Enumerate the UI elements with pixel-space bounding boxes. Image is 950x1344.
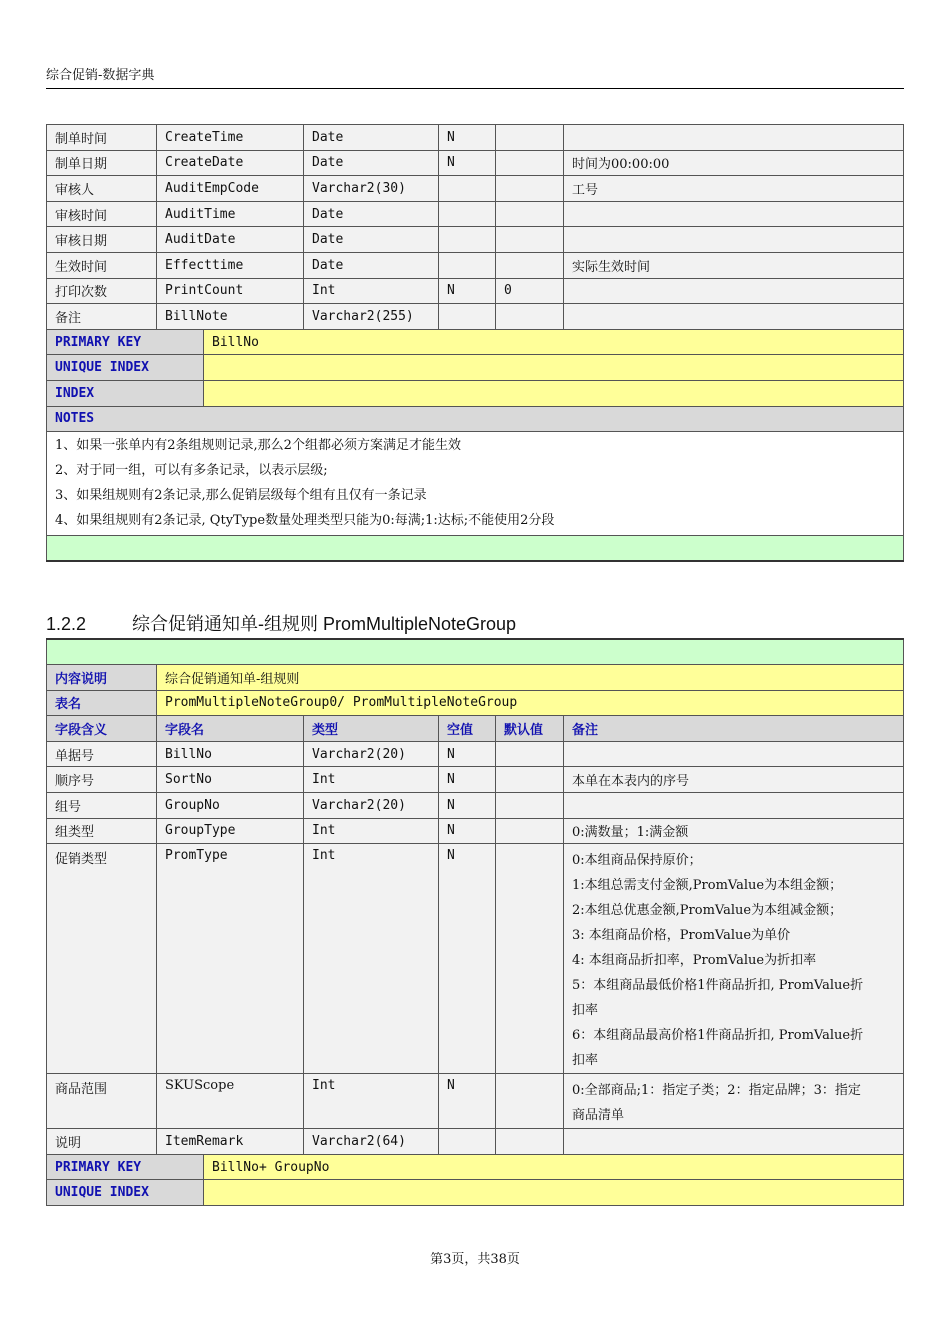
cell-type: Date — [304, 227, 439, 253]
notes-body-row — [47, 432, 904, 536]
table-row — [47, 767, 904, 793]
cell-null: N — [439, 741, 496, 767]
cell-default — [496, 252, 564, 278]
table-row — [47, 792, 904, 818]
index-row — [47, 380, 904, 406]
cell-remark — [564, 1129, 904, 1155]
cell-default — [496, 741, 564, 767]
unique-index-label: UNIQUE INDEX — [47, 355, 204, 381]
cell-type: Varchar2(255) — [304, 304, 439, 330]
cell-field: BillNo — [157, 741, 304, 767]
page-footer — [0, 1248, 950, 1267]
cell-meaning: 组类型 — [47, 818, 157, 844]
cell-default — [496, 150, 564, 176]
cell-type: Int — [304, 1074, 439, 1129]
index-value — [204, 380, 904, 406]
table-top-row — [47, 639, 904, 665]
notes-label: NOTES — [47, 406, 904, 432]
cell-type: Varchar2(20) — [304, 741, 439, 767]
cell-field: Effecttime — [157, 252, 304, 278]
table-row — [47, 818, 904, 844]
cell-null — [439, 1129, 496, 1155]
cell-field: AuditTime — [157, 201, 304, 227]
table-row — [47, 176, 904, 202]
cell-field: SortNo — [157, 767, 304, 793]
column-header: 字段含义 — [47, 716, 157, 742]
cell-default — [496, 125, 564, 151]
cell-meaning: 促销类型 — [47, 844, 157, 1074]
note-line: 4、如果组规则有2条记录, QtyType数量处理类型只能为0:每满;1:达标;不能使用2分段 — [55, 512, 555, 528]
cell-field: AuditDate — [157, 227, 304, 253]
cell-field: ItemRemark — [157, 1129, 304, 1155]
cell-default — [496, 767, 564, 793]
section-number: 1.2.2 — [46, 614, 87, 634]
cell-type: Varchar2(20) — [304, 792, 439, 818]
notes-body — [47, 432, 904, 536]
cell-default: 0 — [496, 278, 564, 304]
cell-type: Int — [304, 818, 439, 844]
cell-type: Date — [304, 150, 439, 176]
cell-default — [496, 1129, 564, 1155]
cell-null: N — [439, 1074, 496, 1129]
cell-meaning: 制单时间 — [47, 125, 157, 151]
cell-null: N — [439, 150, 496, 176]
column-header: 默认值 — [496, 716, 564, 742]
remark-line: 0:全部商品;1：指定子类；2：指定品牌；3：指定 — [572, 1083, 861, 1099]
primary-key-label: PRIMARY KEY — [47, 329, 204, 355]
remark-line: 扣率 — [572, 1003, 599, 1019]
cell-remark — [564, 278, 904, 304]
unique-index-row — [47, 1180, 904, 1206]
group-rule-table — [46, 638, 904, 1206]
cell-remark — [564, 844, 904, 1074]
section-title: 综合促销通知单-组规则 PromMultipleNoteGroup — [132, 614, 517, 634]
cell-null — [439, 201, 496, 227]
remark-line: 1:本组总需支付金额,PromValue为本组金额； — [572, 878, 843, 894]
note-line: 1、如果一张单内有2条组规则记录,那么2个组都必须方案满足才能生效 — [55, 438, 461, 454]
cell-remark — [564, 741, 904, 767]
cell-null — [439, 176, 496, 202]
remark-line: 扣率 — [572, 1053, 599, 1069]
table-row — [47, 844, 904, 1074]
unique-index-label: UNIQUE INDEX — [47, 1180, 204, 1206]
table-row — [47, 252, 904, 278]
table-name-row — [47, 690, 904, 716]
primary-key-value: BillNo+ GroupNo — [204, 1154, 904, 1180]
description-label: 内容说明 — [47, 665, 157, 691]
table-top-cell — [47, 639, 904, 665]
description-row — [47, 665, 904, 691]
index-label: INDEX — [47, 380, 204, 406]
document-header — [46, 66, 904, 89]
cell-remark: 工号 — [564, 176, 904, 202]
cell-field: GroupNo — [157, 792, 304, 818]
table-row — [47, 201, 904, 227]
column-header: 字段名 — [157, 716, 304, 742]
cell-default — [496, 792, 564, 818]
cell-type: Date — [304, 125, 439, 151]
cell-remark — [564, 1074, 904, 1129]
cell-field: CreateTime — [157, 125, 304, 151]
unique-index-value — [204, 355, 904, 381]
cell-field: CreateDate — [157, 150, 304, 176]
remark-line: 2:本组总优惠金额,PromValue为本组减金额； — [572, 903, 843, 919]
cell-type: Int — [304, 278, 439, 304]
unique-index-row — [47, 355, 904, 381]
table-row — [47, 1074, 904, 1129]
cell-remark: 本单在本表内的序号 — [564, 767, 904, 793]
cell-default — [496, 818, 564, 844]
cell-type: Int — [304, 844, 439, 1074]
cell-meaning: 打印次数 — [47, 278, 157, 304]
table-row — [47, 125, 904, 151]
primary-key-value: BillNo — [204, 329, 904, 355]
cell-meaning: 说明 — [47, 1129, 157, 1155]
cell-remark: 实际生效时间 — [564, 252, 904, 278]
table-row — [47, 1129, 904, 1155]
cell-field: PromType — [157, 844, 304, 1074]
table-name-label: 表名 — [47, 690, 157, 716]
description-value: 综合促销通知单-组规则 — [157, 665, 904, 691]
column-header: 类型 — [304, 716, 439, 742]
column-header: 空值 — [439, 716, 496, 742]
cell-remark — [564, 125, 904, 151]
remark-line: 商品清单 — [572, 1108, 625, 1124]
primary-key-row — [47, 1154, 904, 1180]
cell-meaning: 审核时间 — [47, 201, 157, 227]
cell-meaning: 审核人 — [47, 176, 157, 202]
cell-field: AuditEmpCode — [157, 176, 304, 202]
cell-null — [439, 304, 496, 330]
column-header-row — [47, 716, 904, 742]
table-row — [47, 741, 904, 767]
cell-null: N — [439, 767, 496, 793]
remark-line: 3: 本组商品价格，PromValue为单价 — [572, 928, 791, 944]
header-title: 综合促销-数据字典 — [46, 68, 155, 83]
cell-type: Date — [304, 201, 439, 227]
cell-remark: 时间为00:00:00 — [564, 150, 904, 176]
table-row — [47, 278, 904, 304]
section-heading — [46, 612, 906, 636]
cell-remark — [564, 227, 904, 253]
cell-null: N — [439, 125, 496, 151]
cell-default — [496, 201, 564, 227]
cell-type: Varchar2(64) — [304, 1129, 439, 1155]
table-row — [47, 150, 904, 176]
cell-type: Date — [304, 252, 439, 278]
cell-meaning: 审核日期 — [47, 227, 157, 253]
table-name-value: PromMultipleNoteGroup0/ PromMultipleNoteGroup — [157, 690, 904, 716]
remark-line: 0:本组商品保持原价； — [572, 853, 702, 869]
primary-key-row — [47, 329, 904, 355]
remark-line: 4: 本组商品折扣率，PromValue为折扣率 — [572, 953, 817, 969]
cell-null — [439, 252, 496, 278]
cell-null: N — [439, 792, 496, 818]
cell-field: SKUScope — [157, 1074, 304, 1129]
table-row — [47, 304, 904, 330]
cell-default — [496, 176, 564, 202]
page-number: 第3页，共38页 — [430, 1252, 520, 1267]
cell-default — [496, 1074, 564, 1129]
cell-field: GroupType — [157, 818, 304, 844]
cell-meaning: 备注 — [47, 304, 157, 330]
note-line: 2、对于同一组，可以有多条记录，以表示层级; — [55, 462, 328, 478]
primary-key-label: PRIMARY KEY — [47, 1154, 204, 1180]
remark-line: 5：本组商品最低价格1件商品折扣, PromValue折 — [572, 978, 864, 994]
table-end-row — [47, 536, 904, 562]
cell-null: N — [439, 818, 496, 844]
cell-meaning: 顺序号 — [47, 767, 157, 793]
fields-table-continued — [46, 124, 904, 562]
cell-meaning: 组号 — [47, 792, 157, 818]
cell-meaning: 商品范围 — [47, 1074, 157, 1129]
cell-type: Varchar2(30) — [304, 176, 439, 202]
cell-field: BillNote — [157, 304, 304, 330]
cell-null: N — [439, 844, 496, 1074]
cell-meaning: 单据号 — [47, 741, 157, 767]
remark-line: 6：本组商品最高价格1件商品折扣, PromValue折 — [572, 1028, 864, 1044]
cell-type: Int — [304, 767, 439, 793]
cell-default — [496, 304, 564, 330]
cell-null — [439, 227, 496, 253]
table-row — [47, 227, 904, 253]
cell-meaning: 制单日期 — [47, 150, 157, 176]
table-end-cell — [47, 536, 904, 562]
cell-null: N — [439, 278, 496, 304]
cell-meaning: 生效时间 — [47, 252, 157, 278]
cell-remark — [564, 201, 904, 227]
note-line: 3、如果组规则有2条记录,那么促销层级每个组有且仅有一条记录 — [55, 487, 427, 503]
cell-remark: 0:满数量；1:满金额 — [564, 818, 904, 844]
cell-default — [496, 844, 564, 1074]
unique-index-value — [204, 1180, 904, 1206]
notes-header-row — [47, 406, 904, 432]
cell-remark — [564, 304, 904, 330]
cell-default — [496, 227, 564, 253]
cell-field: PrintCount — [157, 278, 304, 304]
column-header: 备注 — [564, 716, 904, 742]
cell-remark — [564, 792, 904, 818]
